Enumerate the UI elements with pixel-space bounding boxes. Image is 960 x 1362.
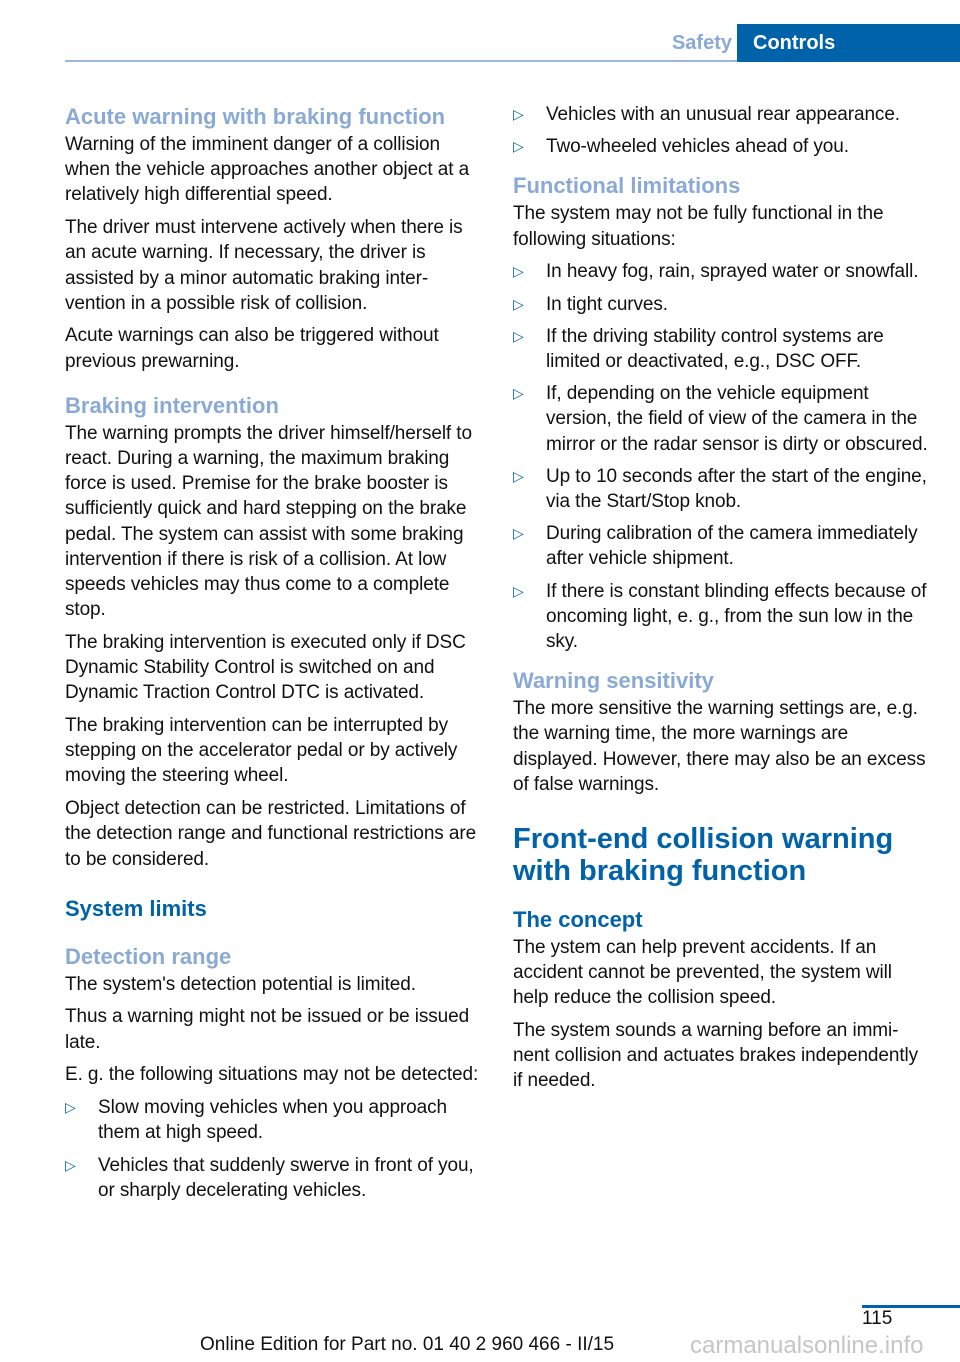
list-item [513, 134, 928, 159]
list-item [513, 292, 928, 317]
triangle-bullet-icon: ▷ [513, 263, 524, 280]
section-heading: Acute warning with braking function [65, 104, 446, 129]
footer-edition: Online Edition for Part no. 01 40 2 960 466 - II/15 [200, 1334, 615, 1355]
list-item [513, 521, 928, 571]
paragraph: The system sounds a warning before an imminent collision and actuates brakes independently if needed. [513, 1020, 919, 1092]
paragraph: Object detection can be restricted. Limitations of the detection range and functional restrictions are to be considered. [65, 798, 477, 870]
paragraph: E. g. the following situations may not be detected: [65, 1064, 479, 1086]
section-heading: Braking intervention [65, 392, 279, 418]
section-heading: The concept [513, 906, 643, 932]
triangle-bullet-icon: ▷ [513, 327, 524, 344]
page-number: 115 [862, 1308, 893, 1329]
list-item [65, 1153, 480, 1203]
right-column [513, 102, 928, 1101]
list-item [513, 381, 928, 457]
bullet-list [65, 1095, 480, 1203]
list-item [513, 579, 928, 655]
list-item-text: Two-wheeled vehicles ahead of you. [546, 136, 849, 158]
list-item-text: Slow moving vehicles when you approach them at high speed. [98, 1097, 447, 1144]
triangle-bullet-icon: ▷ [513, 385, 524, 402]
paragraph: The braking intervention is executed only if DSC Dynamic Stability Control is switched on and Dynamic Traction Control DTC is activated. [65, 631, 466, 704]
triangle-bullet-icon: ▷ [65, 1156, 76, 1173]
triangle-bullet-icon: ▷ [513, 525, 524, 542]
bullet-list [513, 259, 928, 654]
list-item-text: During calibration of the camera immediately after vehicle shipment. [546, 523, 918, 570]
triangle-bullet-icon: ▷ [513, 295, 524, 312]
paragraph: Thus a warning might not be issued or be issued late. [65, 1006, 470, 1053]
bullet-list [513, 102, 928, 159]
triangle-bullet-icon: ▷ [513, 138, 524, 155]
triangle-bullet-icon: ▷ [65, 1099, 76, 1116]
triangle-bullet-icon: ▷ [513, 467, 524, 484]
paragraph: The system's detection potential is limited. [65, 973, 416, 995]
list-item-text: In heavy fog, rain, sprayed water or snowfall. [546, 261, 919, 283]
paragraph: Warning of the imminent danger of a collision when the vehicle approaches another object at a relatively high differential speed. [65, 134, 470, 206]
list-item-text: Up to 10 seconds after the start of the engine, via the Start/Stop knob. [546, 465, 927, 512]
list-item-text: If there is constant blinding effects because of oncoming light, e. g., from the sun low in the sky. [546, 580, 927, 652]
list-item-text: If, depending on the vehicle equipment version, the field of view of the camera in the mirror or the radar sensor is dirty or obscured. [546, 383, 928, 455]
paragraph: Acute warnings can also be triggered without previous prewarning. [65, 325, 439, 372]
chapter-heading: Front-end collision warning with braking function [513, 822, 894, 887]
tab-controls[interactable]: Controls [737, 24, 960, 62]
triangle-bullet-icon: ▷ [513, 582, 524, 599]
list-item [513, 464, 928, 514]
list-item [513, 102, 928, 127]
list-item-text: In tight curves. [546, 293, 668, 315]
list-item-text: Vehicles with an unusual rear appearance. [546, 104, 900, 125]
list-item-text: Vehicles that suddenly swerve in front of you, or sharply decelerating vehicles. [98, 1154, 474, 1201]
left-column [65, 102, 480, 1210]
paragraph: The driver must intervene actively when there is an acute warning. If necessary, the driver is assisted by a minor automatic braking intervention in a possible risk of collision. [65, 217, 463, 314]
list-item [513, 259, 928, 284]
paragraph: The ystem can help prevent accidents. If an accident cannot be prevented, the system will help reduce the collision speed. [513, 936, 892, 1009]
watermark: carmanualsonline.info [690, 1332, 924, 1359]
section-heading: System limits [65, 895, 207, 921]
triangle-bullet-icon: ▷ [513, 106, 524, 122]
section-heading: Detection range [65, 943, 232, 969]
paragraph: The more sensitive the warning settings are, e.g. the warning time, the more warnings are displayed. However, there may also be an excess of false warnings. [513, 698, 926, 795]
list-item [513, 324, 928, 374]
section-heading: Functional limitations [513, 173, 741, 199]
paragraph: The system may not be fully functional in the following situations: [513, 203, 884, 250]
tab-safety[interactable]: Safety [671, 32, 732, 54]
header-rule [65, 60, 737, 62]
paragraph: The braking intervention can be interrupted by stepping on the accelerator pedal or by actively moving the steering wheel. [65, 715, 458, 787]
list-item-text: If the driving stability control systems are limited or deactivated, e.g., DSC OFF. [546, 325, 884, 372]
section-heading: Warning sensitivity [513, 668, 714, 694]
paragraph: The warning prompts the driver himself/herself to react. During a warning, the maximum braking force is used. Premise for the brake booster is sufficiently quick and hard stepping on the brake pedal. The system can assist with some braking intervention if there is risk of a collision. At low speeds vehicles may thus come to a complete stop. [65, 422, 472, 621]
list-item [65, 1095, 480, 1145]
